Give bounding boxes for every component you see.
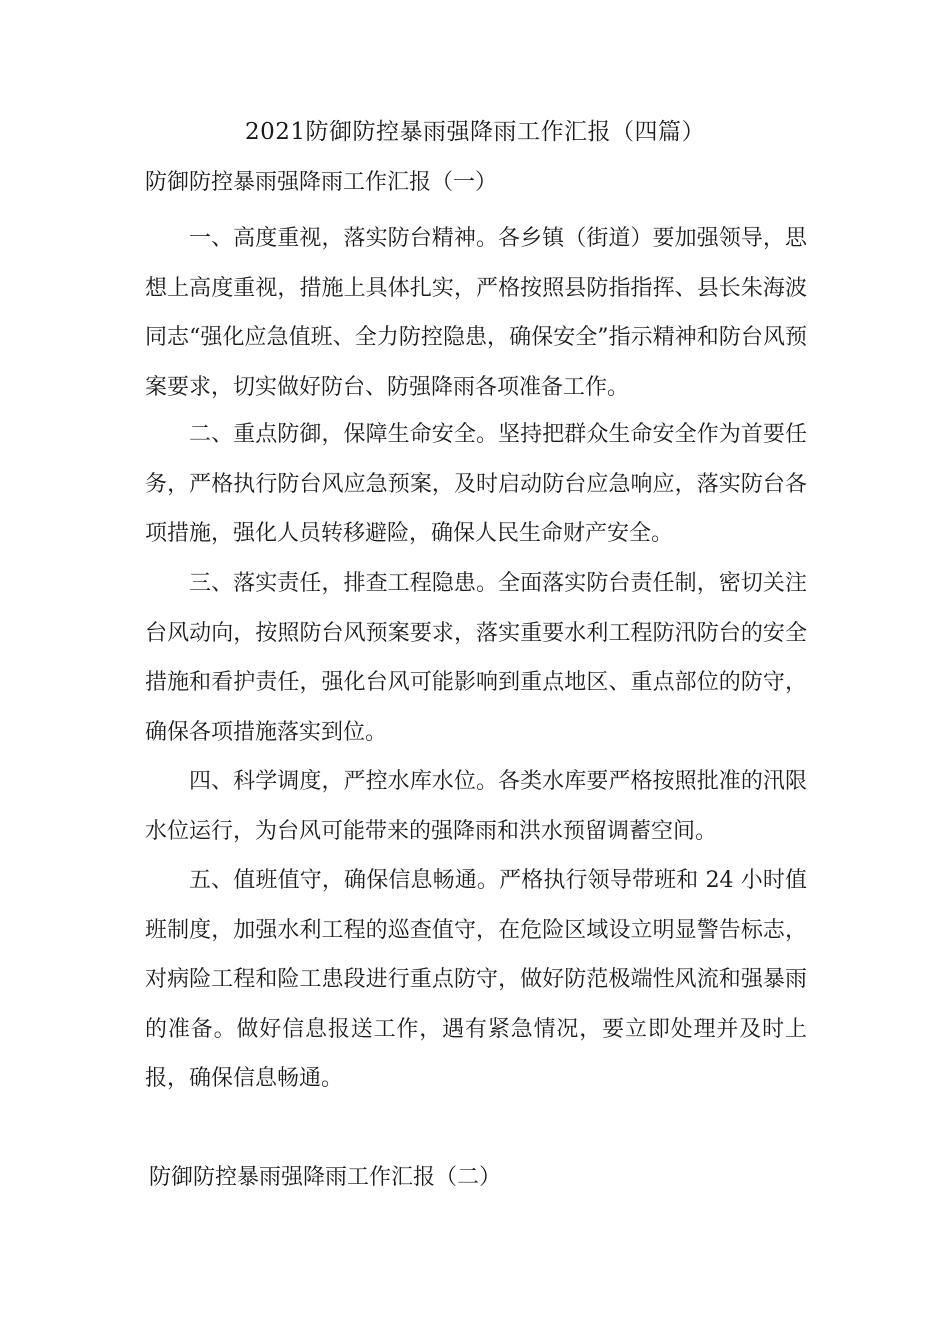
section-heading-1: 防御防控暴雨强降雨工作汇报（一） [145, 170, 498, 195]
paragraph-4: 四、科学调度，严控水库水位。各类水库要严格按照批准的汛限水位运行，为台风可能带来的强降雨和洪水预留调蓄空间。 [145, 769, 807, 844]
paragraph-2: 二、重点防御，保障生命安全。坚持把群众生命安全作为首要任务，严格执行防台风应急预案，及时启动防台应急响应，落实防台各项措施，强化人员转移避险，确保人民生命财产安全。 [145, 422, 807, 546]
section-heading-2: 防御防控暴雨强降雨工作汇报（二） [149, 1165, 502, 1190]
paragraph-3: 三、落实责任，排查工程隐患。全面落实防台责任制，密切关注台风动向，按照防台风预案要求，落实重要水利工程防汛防台的安全措施和看护责任，强化台风可能影响到重点地区、重点部位的防守，确保各项措施落实到位。 [145, 571, 807, 745]
document-title: 2021防御防控暴雨强降雨工作汇报（四篇） [244, 119, 706, 145]
paragraph-1: 一、高度重视，落实防台精神。各乡镇（街道）要加强领导，思想上高度重视，措施上具体扎实，严格按照县防指指挥、县长朱海波同志“强化应急值班、全力防控隐患，确保安全”指示精神和防台风预案要求，切实做好防台、防强降雨各项准备工作。 [145, 226, 807, 400]
paragraph-5: 五、值班值守，确保信息畅通。严格执行领导带班和 24 小时值班制度，加强水利工程的巡查值守，在危险区域设立明显警告标志，对病险工程和险工患段进行重点防守，做好防范极端性风流和强暴雨的准备。做好信息报送工作，遇有紧急情况，要立即处理并及时上报，确保信息畅通。 [145, 868, 807, 1091]
